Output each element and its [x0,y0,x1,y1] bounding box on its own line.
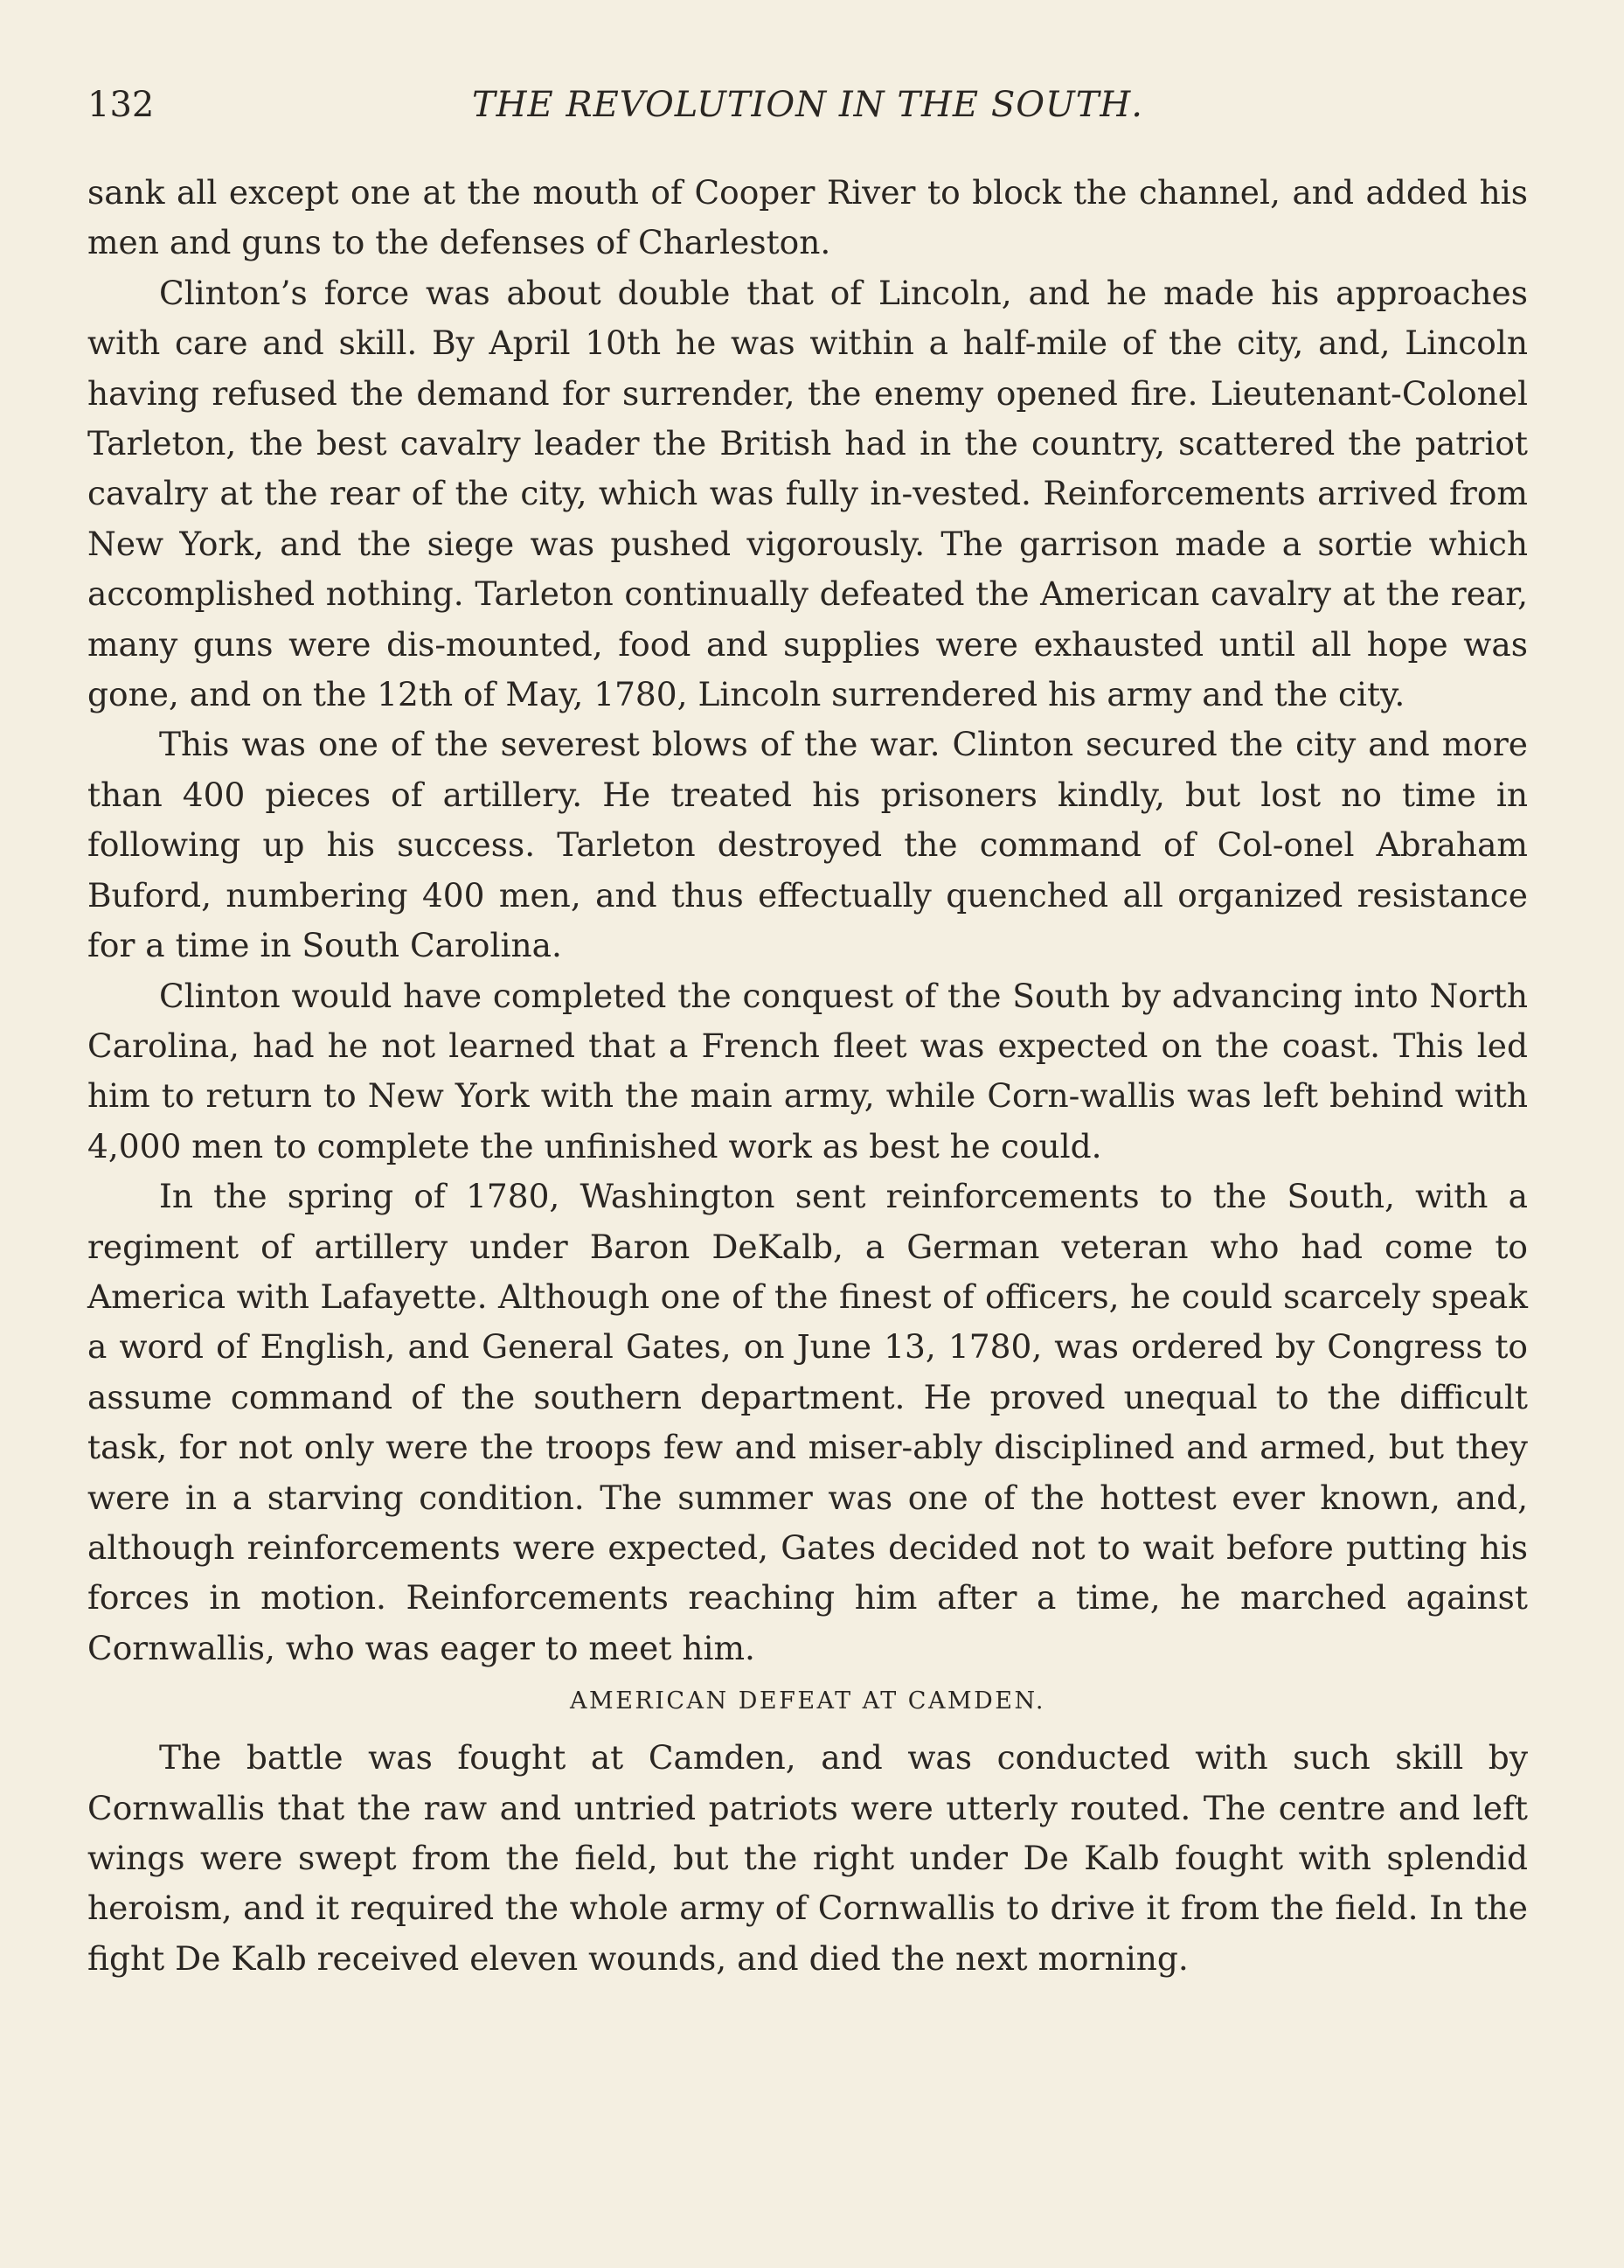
page-number: 132 [87,85,155,125]
book-title: THE REVOLUTION IN THE SOUTH. [471,85,1144,125]
paragraph-battle-of-camden: The battle was fought at Camden, and was conducted with such skill by Cornwallis that the raw and untried patriots were utterly routed. The centre and left wings were swept from the field, but the right under De Kalb fought with splendid heroism, and it required the whole army of Cornwallis to drive it from the field. In the fight De Kalb received eleven wounds, and died the next morning. [87,1738,1528,1978]
section-heading: AMERICAN DEFEAT AT CAMDEN. [570,1687,1045,1715]
paragraph-severest-blow: This was one of the severest blows of the war. Clinton secured the city and more than 400 pieces of artillery. He treated his prisoners kindly, but lost no time in following up his success. Tarleton destroyed the command of Col-onel Abraham Buford, numbering 400 men, and thus effectually quenched all organized resistance for a time in South Carolina. [87,725,1528,965]
paragraph-continuation: sank all except one at the mouth of Cooper River to block the channel, and added his men and guns to the defenses of Charleston. [87,173,1528,262]
body-text [87,168,1528,1984]
paragraph-reinforcements: In the spring of 1780, Washington sent reinforcements to the South, with a regiment of artillery under Baron DeKalb, a German veteran who had come to America with Lafayette. Although one of the finest of officers, he could scarcely speak a word of English, and General Gates, on June 13, 1780, was ordered by Congress to assume command of the southern department. He proved unequal to the difficult task, for not only were the troops few and miser-ably disciplined and armed, but they were in a starving condition. The summer was one of the hottest ever known, and, although reinforcements were expected, Gates decided not to wait before putting his forces in motion. Reinforcements reaching him after a time, he marched against Cornwallis, who was eager to meet him. [87,1177,1528,1667]
paragraph-clinton-returns: Clinton would have completed the conquest of the South by advancing into North Carolina, had he not learned that a French fleet was expected on the coast. This led him to return to New York with the main army, while Corn-wallis was left behind with 4,000 men to complete the unfinished work as best he could. [87,976,1528,1165]
running-head [87,77,1528,133]
paragraph-siege-of-charleston: Clinton’s force was about double that of Lincoln, and he made his approaches with care and skill. By April 10th he was within a half-mile of the city, and, Lincoln having refused the demand for surrender, the enemy opened fire. Lieutenant-Colonel Tarleton, the best cavalry leader the British had in the country, scattered the patriot cavalry at the rear of the city, which was fully in-vested. Reinforcements arrived from New York, and the siege was pushed vigorously. The garrison made a sortie which accomplished nothing. Tarleton continually defeated the American cavalry at the rear, many guns were dis-mounted, food and supplies were exhausted until all hope was gone, and on the 12th of May, 1780, Lincoln surrendered his army and the city. [87,273,1528,714]
